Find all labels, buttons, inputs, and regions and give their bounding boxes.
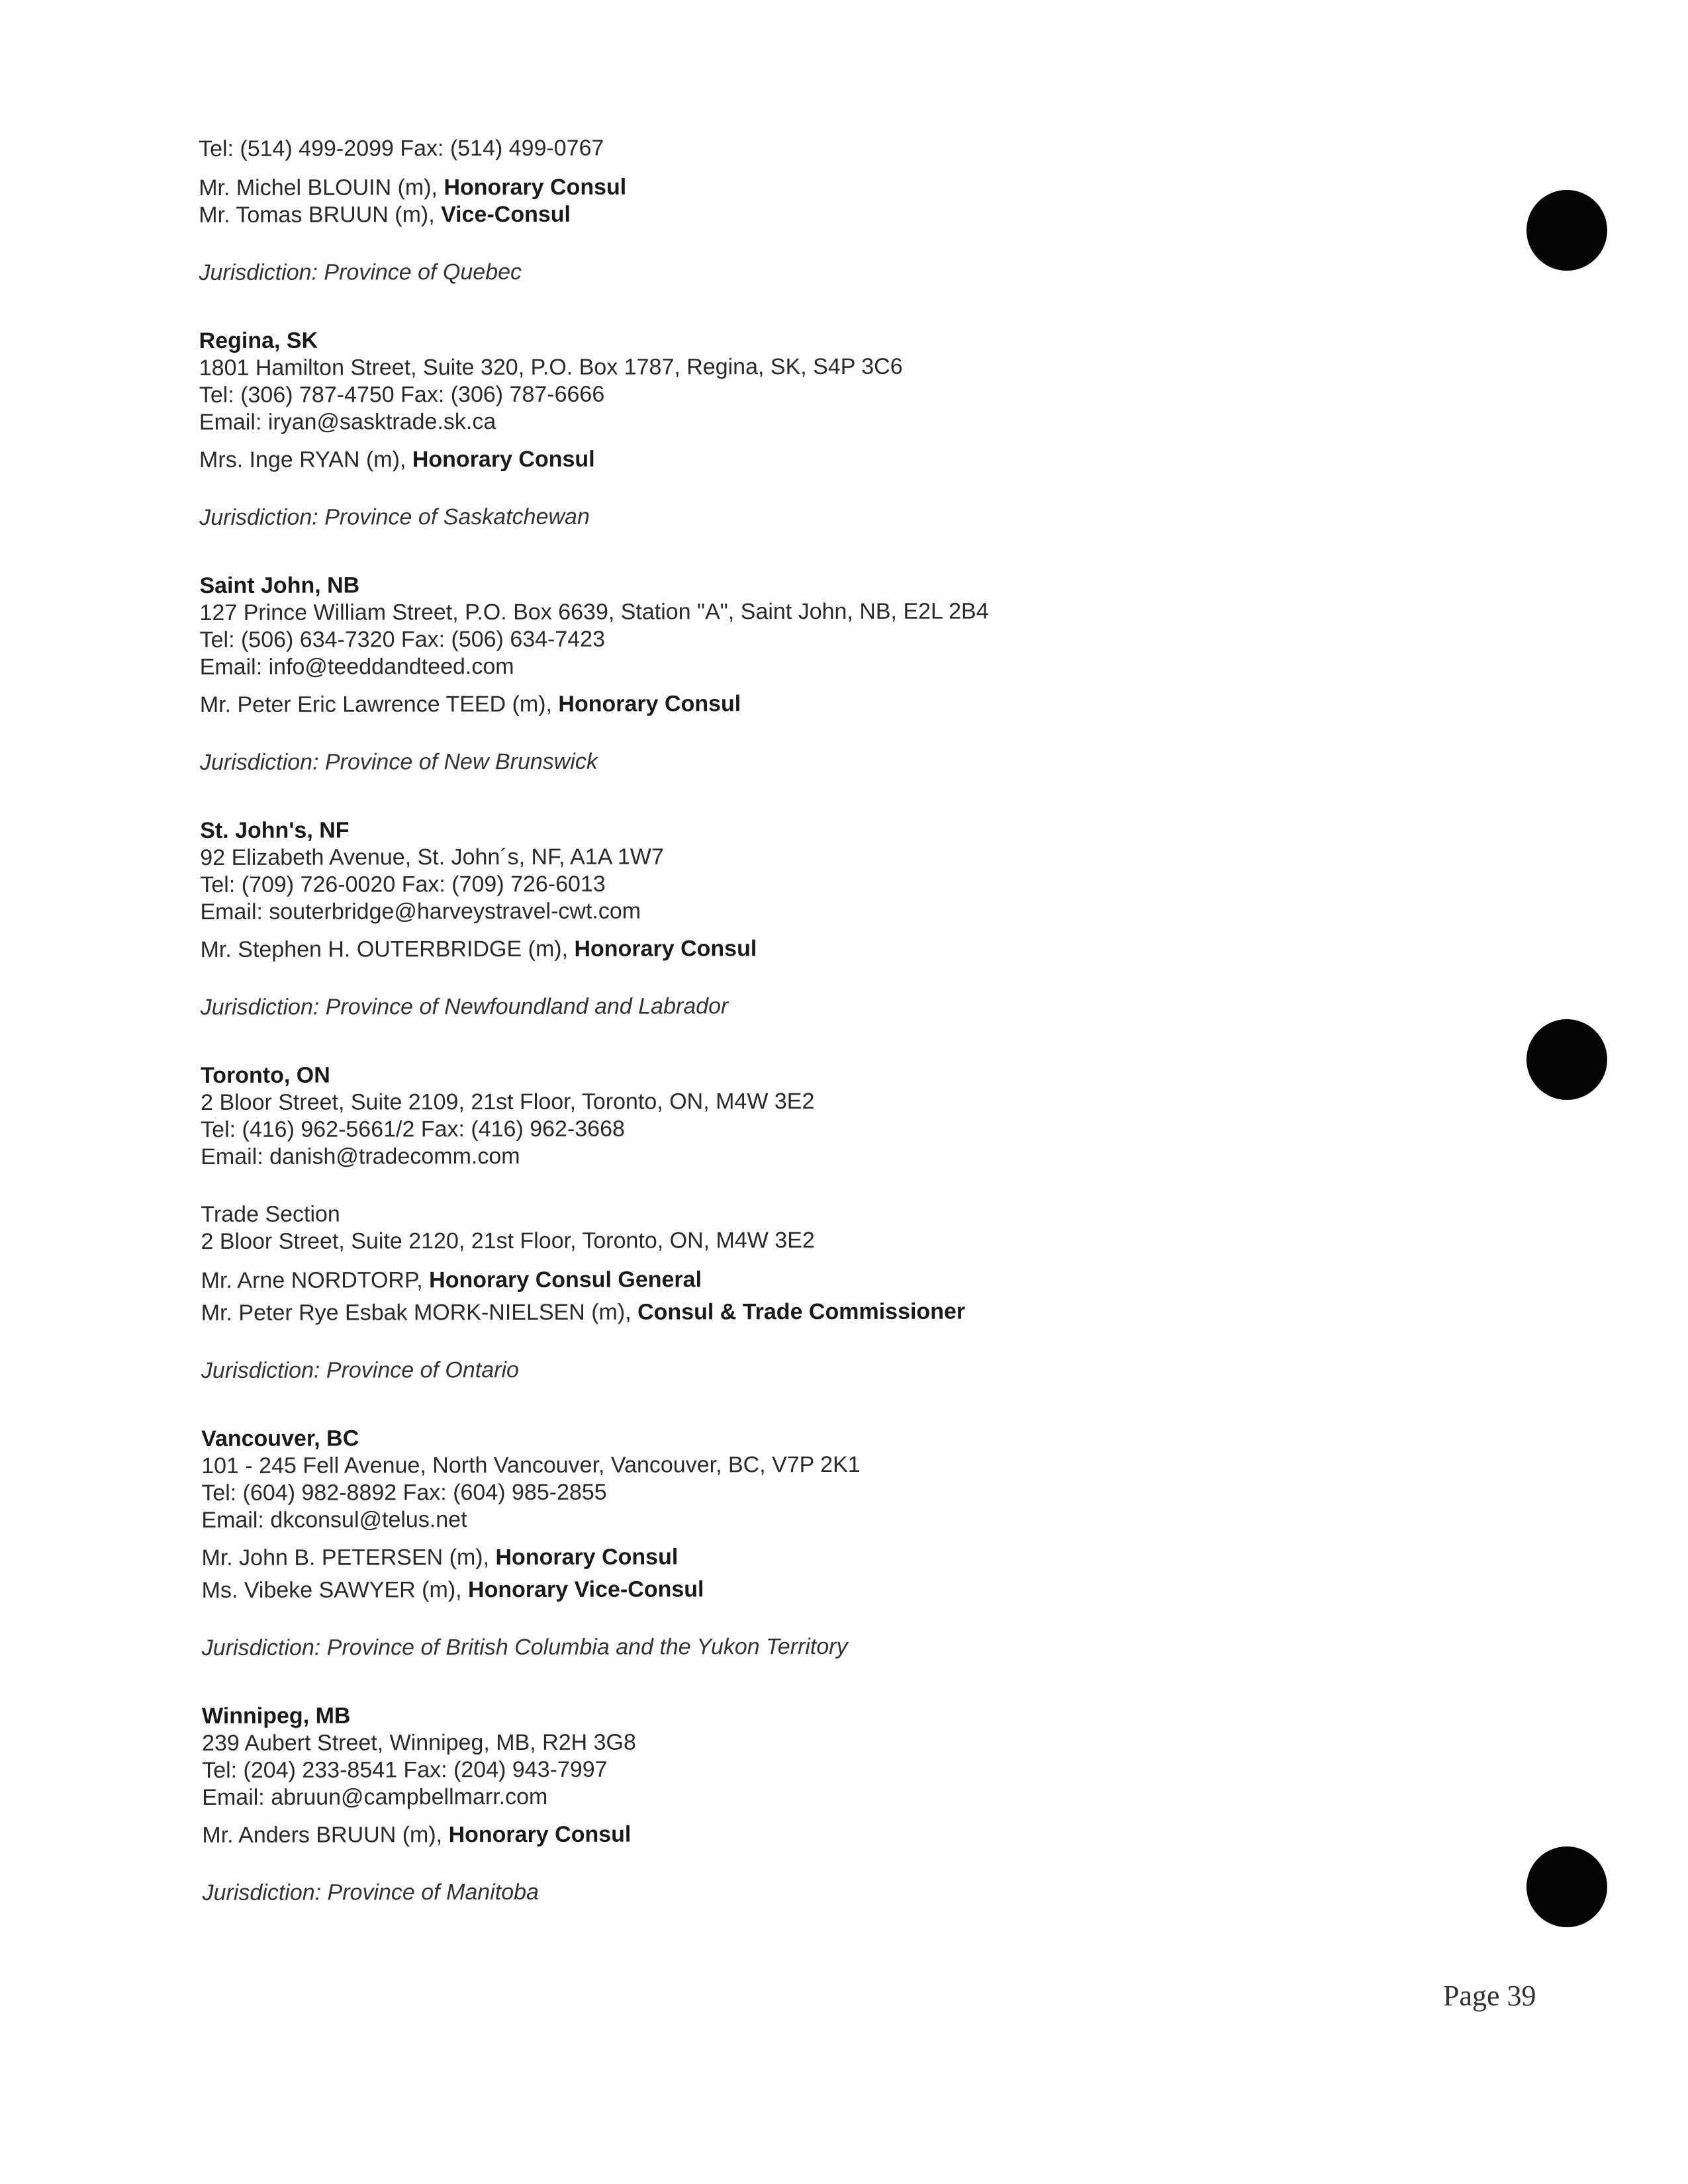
official-line bbox=[201, 1297, 1459, 1327]
address: 1801 Hamilton Street, Suite 320, P.O. Box 1787, Regina, SK, S4P 3C6 bbox=[199, 353, 903, 381]
section-toronto bbox=[201, 1060, 1459, 1385]
city-heading: Winnipeg, MB bbox=[201, 1703, 351, 1729]
tel-fax: Tel: (204) 233-8541 Fax: (204) 943-7997 bbox=[202, 1756, 608, 1783]
tel-fax: Tel: (506) 634-7320 Fax: (506) 634-7423 bbox=[199, 626, 606, 653]
official-line bbox=[200, 689, 1458, 719]
official-title: Honorary Consul General bbox=[429, 1267, 702, 1293]
jurisdiction: Jurisdiction: Province of Ontario bbox=[201, 1357, 519, 1383]
trade-section-address: 2 Bloor Street, Suite 2120, 21st Floor, Toronto, ON, M4W 3E2 bbox=[201, 1228, 815, 1254]
address: 101 - 245 Fell Avenue, North Vancouver, Vancouver, BC, V7P 2K1 bbox=[201, 1451, 861, 1479]
punch-hole-top bbox=[1526, 190, 1607, 271]
tel-fax: Tel: (306) 787-4750 Fax: (306) 787-6666 bbox=[199, 381, 605, 408]
tel-fax: Tel: (514) 499-2099 Fax: (514) 499-0767 bbox=[199, 135, 604, 161]
email: Email: info@teeddandteed.com bbox=[199, 654, 514, 680]
email: Email: dkconsul@telus.net bbox=[201, 1507, 467, 1533]
city-heading: St. John's, NF bbox=[200, 817, 350, 843]
section-regina bbox=[199, 325, 1458, 531]
official-name: Ms. Vibeke SAWYER (m), bbox=[201, 1577, 469, 1603]
section-vancouver bbox=[201, 1423, 1460, 1662]
address: 127 Prince William Street, P.O. Box 6639, Station "A", Saint John, NB, E2L 2B4 bbox=[199, 598, 989, 625]
tel-fax: Tel: (416) 962-5661/2 Fax: (416) 962-3668 bbox=[201, 1116, 625, 1142]
official-title: Honorary Consul bbox=[574, 936, 757, 962]
official-title: Honorary Consul bbox=[444, 174, 627, 201]
official-line bbox=[202, 1819, 1460, 1849]
official-name: Mr. Peter Eric Lawrence TEED (m), bbox=[199, 691, 559, 717]
section-winnipeg bbox=[202, 1700, 1460, 1907]
city-heading: Vancouver, BC bbox=[201, 1426, 359, 1451]
official-title: Honorary Consul bbox=[558, 691, 741, 717]
tel-fax: Tel: (604) 982-8892 Fax: (604) 985-2855 bbox=[201, 1479, 607, 1506]
tel-fax: Tel: (709) 726-0020 Fax: (709) 726-6013 bbox=[200, 871, 606, 897]
consulate-listing bbox=[199, 133, 1460, 1907]
official-name: Mr. Michel BLOUIN (m), bbox=[199, 175, 444, 201]
official-name: Mr. Stephen H. OUTERBRIDGE (m), bbox=[200, 936, 575, 962]
section-saint-john bbox=[199, 570, 1458, 776]
official-name: Mr. Arne NORDTORP, bbox=[201, 1267, 430, 1293]
page-number: Page 39 bbox=[1443, 1979, 1536, 2012]
city-heading: Regina, SK bbox=[199, 328, 318, 353]
jurisdiction: Jurisdiction: Province of British Columbia and the Yukon Territory bbox=[201, 1633, 848, 1661]
official-title: Honorary Consul bbox=[412, 446, 595, 473]
address: 92 Elizabeth Avenue, St. John´s, NF, A1A 1W7 bbox=[200, 844, 664, 870]
official-name: Mrs. Inge RYAN (m), bbox=[199, 447, 412, 473]
email: Email: iryan@sasktrade.sk.ca bbox=[199, 409, 496, 435]
official-line bbox=[199, 199, 1456, 229]
official-line bbox=[201, 1542, 1459, 1572]
jurisdiction: Jurisdiction: Province of Quebec bbox=[199, 259, 522, 285]
email: Email: abruun@campbellmarr.com bbox=[202, 1784, 548, 1810]
section-montreal-continued bbox=[199, 133, 1456, 287]
email: Email: danish@tradecomm.com bbox=[201, 1143, 520, 1169]
jurisdiction: Jurisdiction: Province of Manitoba bbox=[202, 1879, 539, 1905]
trade-section-label: Trade Section bbox=[201, 1201, 340, 1227]
official-title: Honorary Consul bbox=[495, 1544, 679, 1570]
official-name: Mr. John B. PETERSEN (m), bbox=[201, 1545, 496, 1570]
official-name: Mr. Peter Rye Esbak MORK-NIELSEN (m), bbox=[201, 1299, 638, 1326]
official-name: Mr. Anders BRUUN (m), bbox=[202, 1822, 449, 1848]
official-line bbox=[201, 1265, 1459, 1295]
jurisdiction: Jurisdiction: Province of Newfoundland and Labrador bbox=[200, 993, 729, 1020]
official-title: Honorary Vice-Consul bbox=[467, 1576, 704, 1603]
email: Email: souterbridge@harveystravel-cwt.com bbox=[200, 898, 641, 925]
punch-hole-bottom bbox=[1526, 1846, 1607, 1927]
official-title: Vice-Consul bbox=[441, 201, 571, 228]
jurisdiction: Jurisdiction: Province of Saskatchewan bbox=[199, 504, 590, 530]
official-line bbox=[201, 934, 1458, 964]
section-st-johns bbox=[200, 815, 1458, 1021]
official-line bbox=[202, 1574, 1460, 1604]
address: 2 Bloor Street, Suite 2109, 21st Floor, Toronto, ON, M4W 3E2 bbox=[201, 1089, 815, 1115]
city-heading: Saint John, NB bbox=[199, 572, 360, 598]
address: 239 Aubert Street, Winnipeg, MB, R2H 3G8 bbox=[202, 1729, 636, 1756]
official-title: Consul & Trade Commissioner bbox=[637, 1298, 966, 1325]
jurisdiction: Jurisdiction: Province of New Brunswick bbox=[199, 749, 598, 775]
official-line bbox=[199, 444, 1457, 474]
official-title: Honorary Consul bbox=[448, 1821, 632, 1848]
punch-hole-middle bbox=[1526, 1019, 1607, 1100]
official-line bbox=[199, 172, 1456, 202]
city-heading: Toronto, ON bbox=[200, 1062, 330, 1088]
official-name: Mr. Tomas BRUUN (m), bbox=[199, 202, 442, 228]
